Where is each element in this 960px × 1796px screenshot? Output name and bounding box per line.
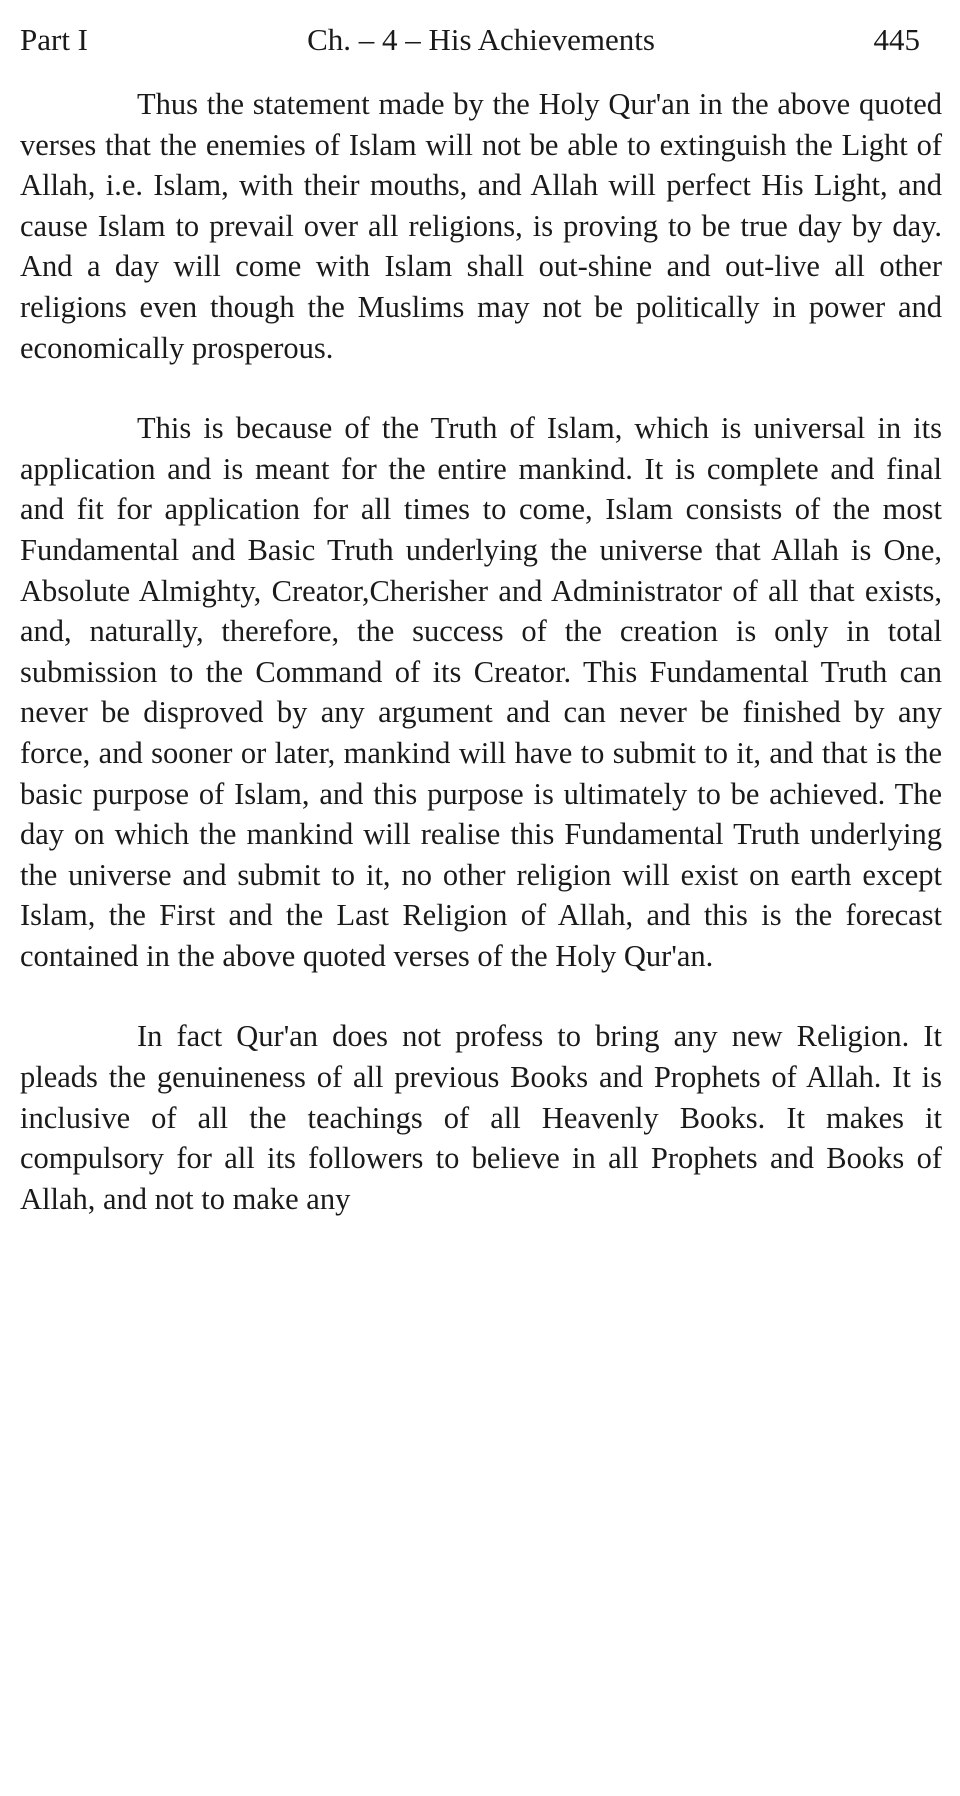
paragraph-2: This is because of the Truth of Islam, which is universal in its application and is meant for the entire mankind. It is complete and final and fit for application for all times to come, Islam consists of the most Fundamental and Basic Truth underlying the universe that Allah is One, Absolute Almighty, Creator,Cherisher and Administrator of all that exists, and, naturally, therefore, the success of the creation is only in total submission to the Command of its Creator. This Fundamental Truth can never be disproved by any argument and can never be finished by any force, and sooner or later, mankind will have to submit to it, and that is the basic purpose of Islam, and this purpose is ultimately to be achieved. The day on which the mankind will realise this Fundamental Truth underlying the universe and submit to it, no other religion will exist on earth except Islam, the First and the Last Religion of Allah, and this is the forecast contained in the above quoted verses of the Holy Qur'an. [20,411,942,973]
paragraph-1: Thus the statement made by the Holy Qur'an in the above quoted verses that the enemies of Islam will not be able to extinguish the Light of Allah, i.e. Islam, with their mouths, and Allah will perfect His Light, and cause Islam to prevail over all religions, is proving to be true day by day. And a day will come with Islam shall out-shine and out-live all other religions even though the Muslims may not be politically in power and economically prosperous. [20,87,942,365]
chapter-title: Ch. – 4 – His Achievements [307,22,655,57]
paragraph-3: In fact Qur'an does not profess to bring any new Religion. It pleads the genuineness of all previous Books and Prophets of Allah. It is inclusive of all the teachings of all Heavenly Books. It makes it compulsory for all its followers to believe in all Prophets and Books of Allah, and not to make any [20,1019,942,1216]
running-header [20,20,942,60]
page-number: 445 [873,22,920,57]
book-page [20,0,942,1259]
body-text [20,84,942,1219]
part-label: Part I [20,22,89,57]
